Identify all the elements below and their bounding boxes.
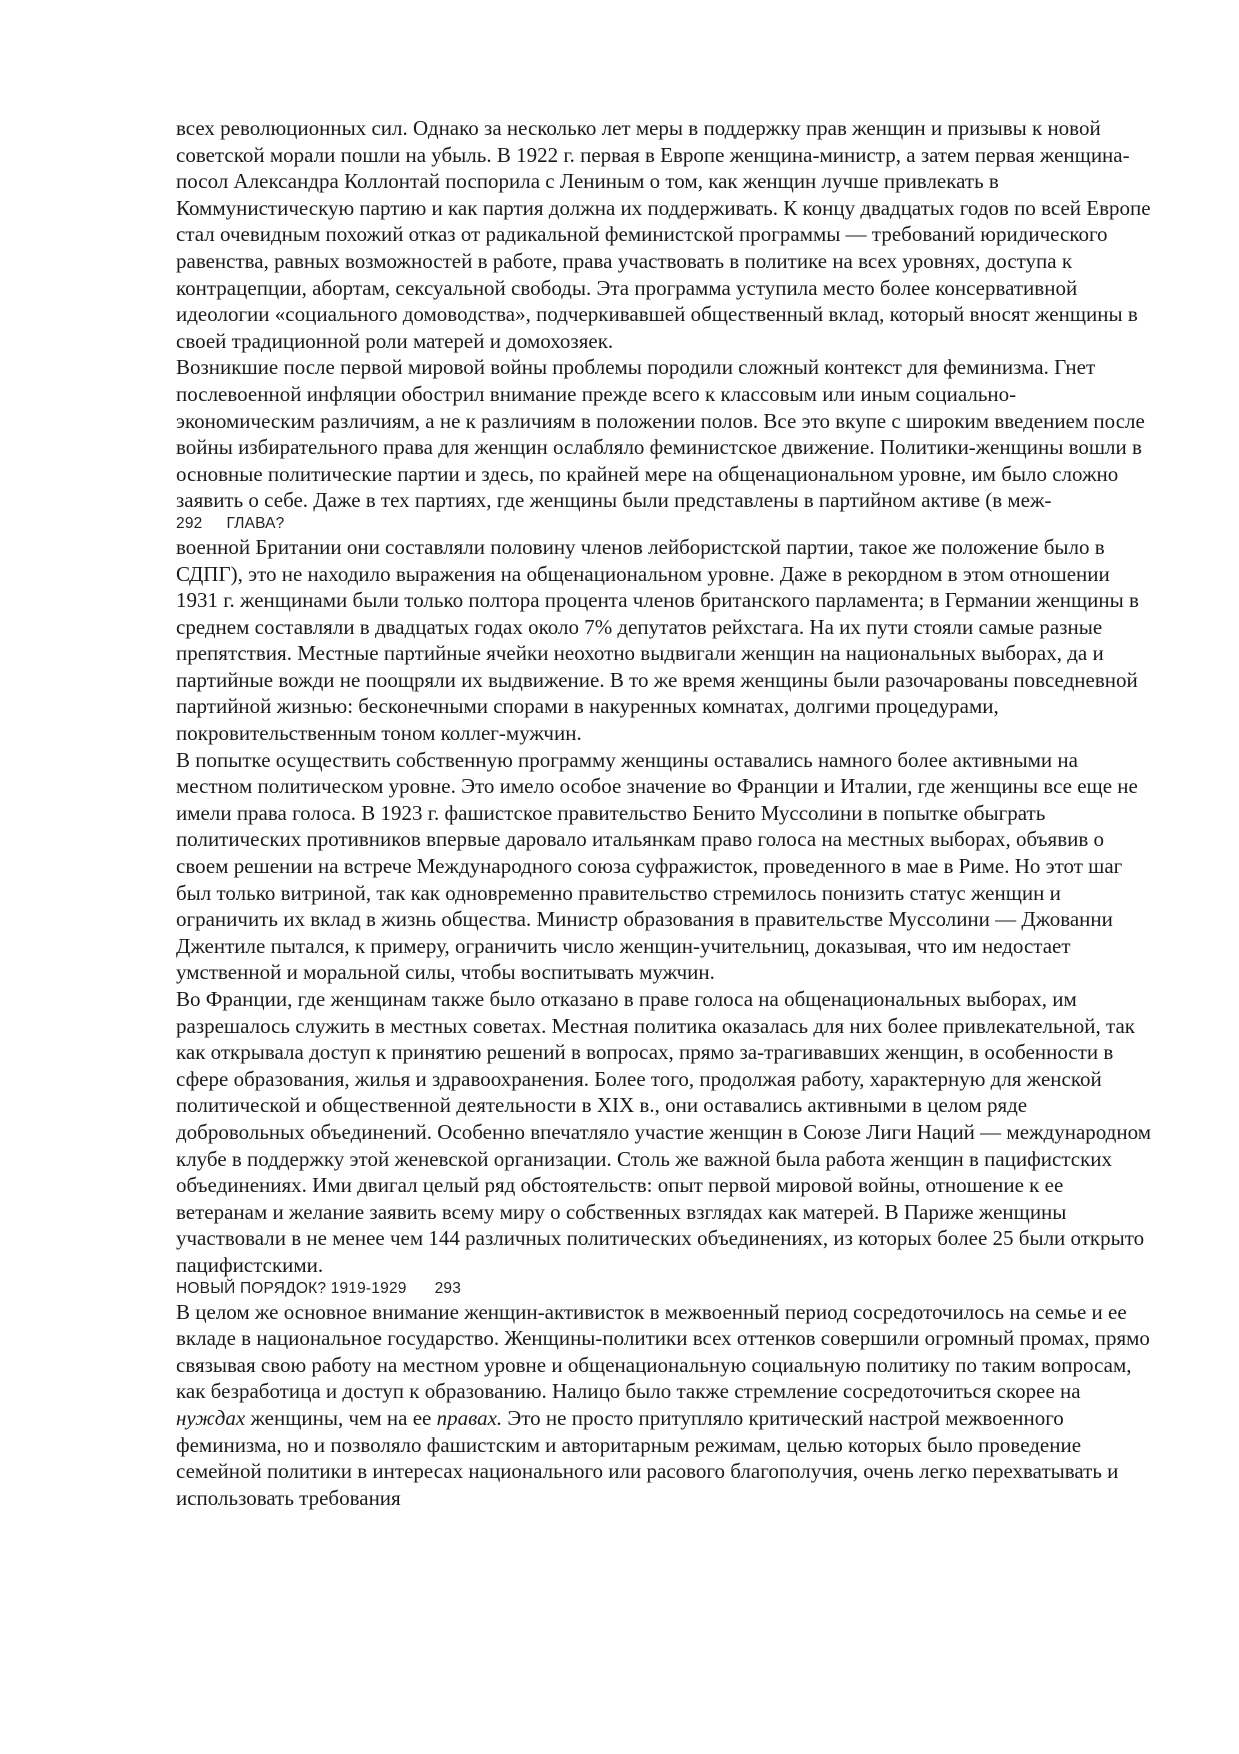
running-head-292	[176, 514, 1151, 534]
chapter-title: НОВЫЙ ПОРЯДОК? 1919-1929	[176, 1279, 407, 1297]
chapter-title: ГЛАВА?	[226, 514, 285, 532]
running-head-293	[176, 1279, 1151, 1299]
paragraph-text: Это не просто притупляло критический настрой межвоенного феминизма, но и позволяло фашистским и авторитарным режимам, целью которых было проведение семейной политики в интересах национального или расового благополучия, очень легко перехватывать и использовать требования	[176, 1405, 1119, 1510]
paragraph-text: В целом же основное внимание женщин-активисток в межвоенный период сосредоточилось на семье и ее вкладе в национальное государство. Женщины-политики всех оттенков совершили огромный промах, прямо связывая свою работу на местном уровне и общенациональную социальную политику по таким вопросам, как безработица и доступ к образованию. Налицо было также стремление сосредоточиться скорее на	[176, 1299, 1150, 1404]
italic-text: правах.	[436, 1405, 503, 1430]
paragraph: военной Британии они составляли половину членов лейбористской партии, такое же положение было в СДПГ), это не находило выражения на общенациональном уровне. Даже в рекордном в этом отношении 1931 г. женщинами были только полтора процента членов британского парламента; в Германии женщины в среднем составляли в двадцатых годах около 7% депутатов рейхстага. На их пути стояли самые разные препятствия. Местные партийные ячейки неохотно выдвигали женщин на национальных выборах, да и партийные вожди не поощряли их выдвижение. В то же время женщины были разочарованы повседневной партийной жизнью: бесконечными спорами в накуренных комнатах, долгими процедурами, покровительственным тоном коллег-мужчин.	[176, 534, 1139, 746]
document-page	[176, 115, 1151, 1511]
italic-text: нуждах	[176, 1405, 246, 1430]
page-number: 293	[434, 1279, 462, 1297]
paragraph	[176, 1299, 1151, 1512]
paragraph-text: женщины, чем на ее	[245, 1405, 437, 1430]
paragraph: Во Франции, где женщинам также было отказано в праве голоса на общенациональных выборах, им разрешалось служить в местных советах. Местная политика оказалась для них более привлекательной, так как открывала доступ к принятию решений в вопросах, прямо за-трагивавших женщин, в особенности в сфере образования, жилья и здравоохранения. Более того, продолжая работу, характерную для женской политической и общественной деятельности в XIX в., они оставались активными в целом ряде добровольных объединений. Особенно впечатляло участие женщин в Союзе Лиги Наций — международном клубе в поддержку этой женевской организации. Столь же важной была работа женщин в пацифистских объединениях. Ими двигал целый ряд обстоятельств: опыт первой мировой войны, отношение к ее ветеранам и желание заявить всему миру о собственных взглядах как матерей. В Париже женщины участвовали в не менее чем 144 различных политических объединениях, из которых более 25 были открыто пацифистскими.	[176, 987, 1151, 1277]
paragraph: Возникшие после первой мировой войны проблемы породили сложный контекст для феминизма. Гнет послевоенной инфляции обострил внимание прежде всего к классовым или иным социально-экономическим различиям, а не к различиям в положении полов. Все это вкупе с широким введением после войны избирательного права для женщин ослабляло феминистское движение. Политики-женщины вошли в основные политические партии и здесь, по крайней мере на общенациональном уровне, им было сложно заявить о себе. Даже в тех партиях, где женщины были представлены в партийном активе (в меж-	[176, 355, 1145, 513]
page-number: 292	[176, 514, 203, 532]
paragraph: В попытке осуществить собственную программу женщины оставались намного более активными на местном политическом уровне. Это имело особое значение во Франции и Италии, где женщины все еще не имели права голоса. В 1923 г. фашистское правительство Бенито Муссолини в попытке обыграть политических противников впервые даровало итальянкам право голоса на местных выборах, объявив о своем решении на встрече Международного союза суфражисток, проведенного в мае в Риме. Но этот шаг был только витриной, так как одновременно правительство стремилось понизить статус женщин и ограничить их вклад в жизнь общества. Министр образования в правительстве Муссолини — Джованни Джентиле пытался, к примеру, ограничить число женщин-учительниц, доказывая, что им недостает умственной и моральной силы, чтобы воспитывать мужчин.	[176, 747, 1138, 985]
paragraph: всех революционных сил. Однако за несколько лет меры в поддержку прав женщин и призывы к новой советской морали пошли на убыль. В 1922 г. первая в Европе женщина-министр, а затем первая женщина-посол Александра Коллонтай поспорила с Лениным о том, как женщин лучше привлекать в Коммунистическую партию и как партия должна их поддерживать. К концу двадцатых годов по всей Европе стал очевидным похожий отказ от радикальной феминистской программы — требований юридического равенства, равных возможностей в работе, права участвовать в политике на всех уровнях, доступа к контрацепции, абортам, сексуальной свободы. Эта программа уступила место более консервативной идеологии «социального домоводства», подчеркивавшей общественный вклад, который вносят женщины в своей традиционной роли матерей и домохозяек.	[176, 116, 1151, 353]
